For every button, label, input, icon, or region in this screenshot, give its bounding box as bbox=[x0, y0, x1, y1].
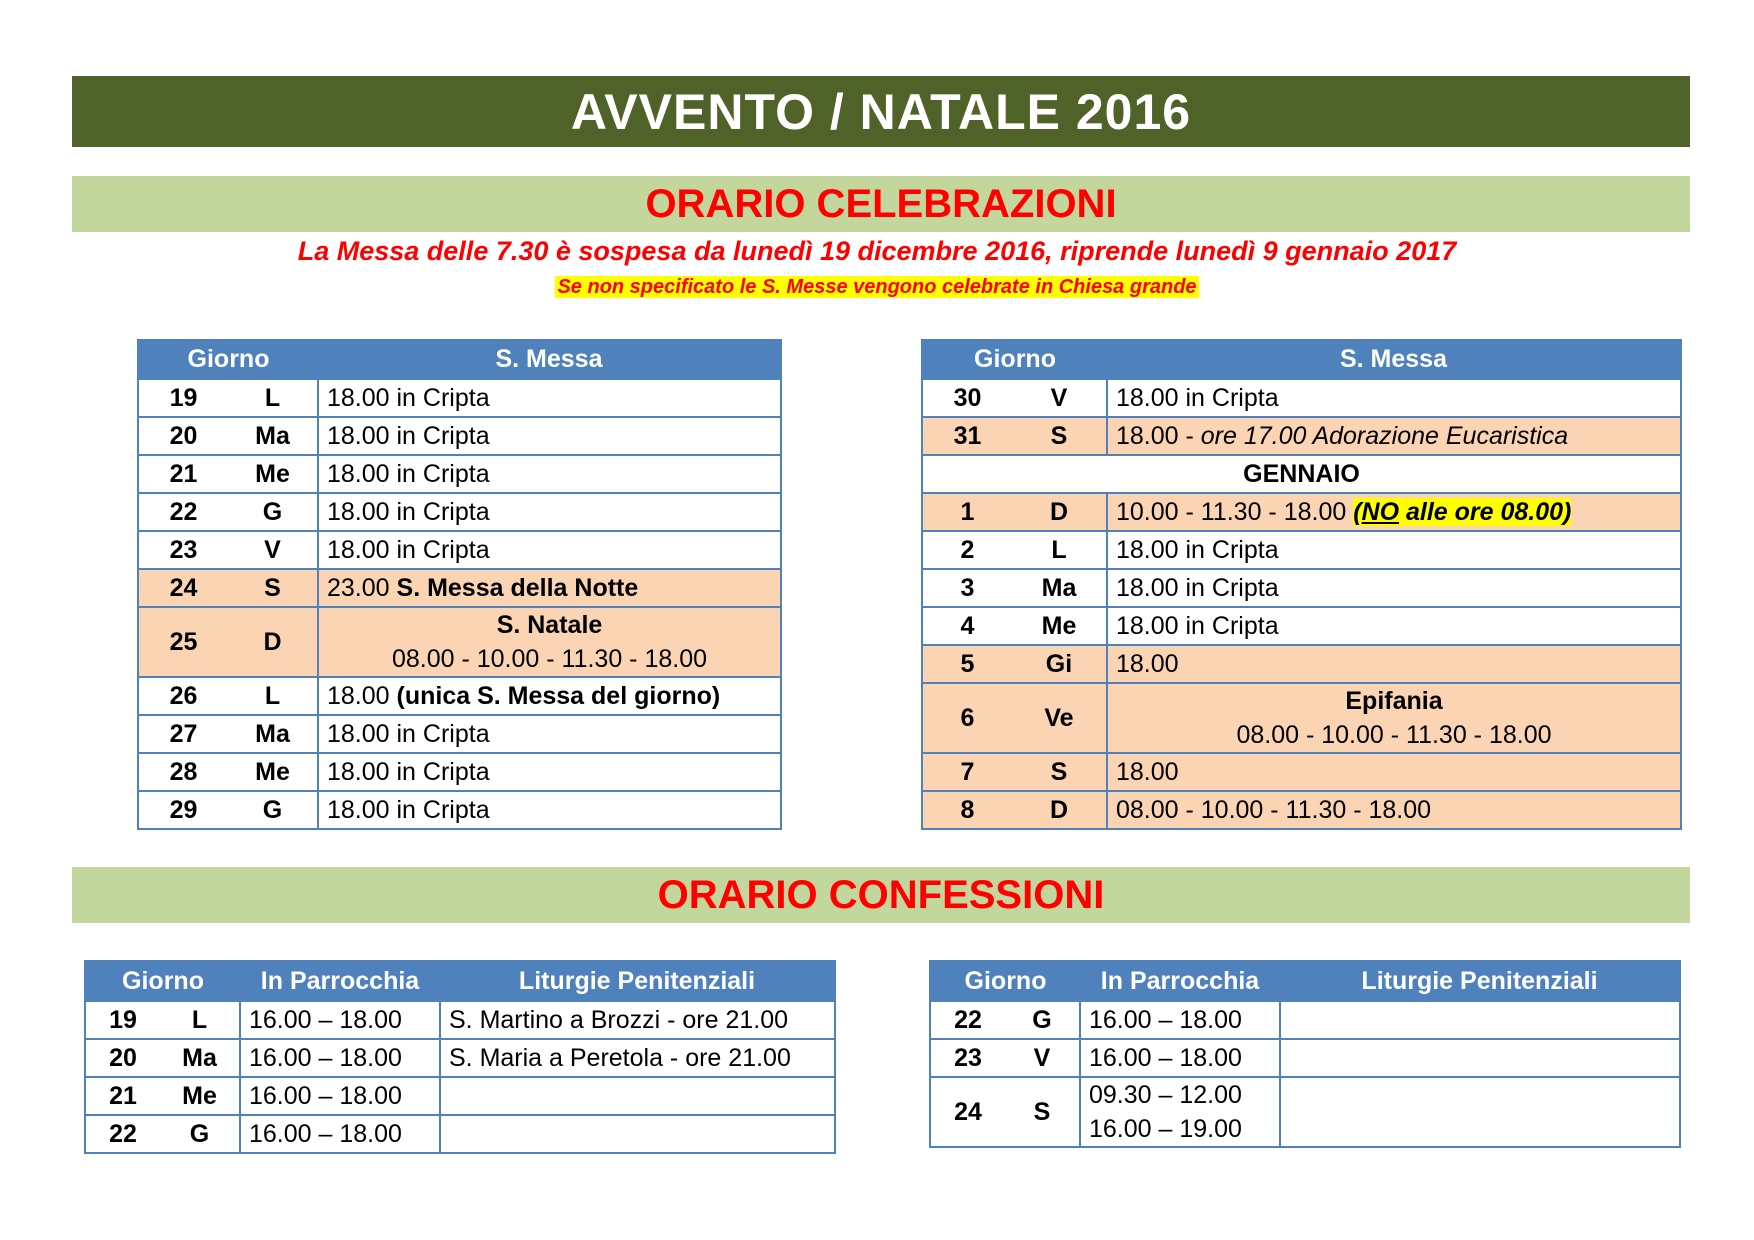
day-number: 22 bbox=[138, 493, 228, 531]
table-row bbox=[85, 1115, 835, 1153]
header-day: Giorno bbox=[138, 340, 318, 379]
day-of-week: G bbox=[160, 1115, 240, 1153]
day-number: 20 bbox=[85, 1039, 160, 1077]
day-number: 24 bbox=[930, 1077, 1005, 1147]
day-of-week: Me bbox=[160, 1077, 240, 1115]
day-of-week: Gi bbox=[1012, 645, 1107, 683]
day-of-week: L bbox=[160, 1001, 240, 1039]
mass-time: 18.00 bbox=[1107, 645, 1681, 683]
warning-no: NO bbox=[1361, 498, 1400, 526]
day-of-week: D bbox=[1012, 493, 1107, 531]
table-header-row bbox=[922, 340, 1681, 379]
day-of-week: S bbox=[1012, 417, 1107, 455]
mass-time: 18.00 in Cripta bbox=[1107, 379, 1681, 417]
header-day: Giorno bbox=[922, 340, 1107, 379]
table-row bbox=[85, 1001, 835, 1039]
month-label: GENNAIO bbox=[922, 455, 1681, 493]
table-row bbox=[138, 715, 781, 753]
feast-title: Epifania bbox=[1345, 687, 1443, 715]
day-number: 20 bbox=[138, 417, 228, 455]
day-number: 25 bbox=[138, 607, 228, 677]
day-of-week: Ve bbox=[1012, 683, 1107, 753]
mass-time: 18.00 - bbox=[1116, 422, 1201, 450]
liturgy-text: S. Maria a Peretola - ore 21.00 bbox=[440, 1039, 835, 1077]
feast-cell bbox=[1107, 683, 1681, 753]
celebrations-heading: ORARIO CELEBRAZIONI bbox=[72, 176, 1690, 232]
day-of-week: S bbox=[228, 569, 318, 607]
liturgy-text bbox=[1280, 1039, 1680, 1077]
page-title: AVVENTO / NATALE 2016 bbox=[72, 76, 1690, 147]
day-of-week: V bbox=[228, 531, 318, 569]
mass-time: 23.00 bbox=[327, 574, 390, 602]
liturgy-text bbox=[440, 1077, 835, 1115]
mass-note: (unica S. Messa del giorno) bbox=[396, 682, 721, 710]
mass-time: 18.00 in Cripta bbox=[318, 715, 781, 753]
day-number: 29 bbox=[138, 791, 228, 829]
mass-time: 18.00 in Cripta bbox=[318, 455, 781, 493]
table-row-highlighted bbox=[138, 569, 781, 607]
day-of-week: Ma bbox=[160, 1039, 240, 1077]
confessions-table-right bbox=[929, 960, 1681, 1148]
header-mass: S. Messa bbox=[318, 340, 781, 379]
table-row-highlighted bbox=[922, 417, 1681, 455]
parish-time-cell bbox=[1080, 1077, 1280, 1147]
mass-time: 18.00 in Cripta bbox=[318, 493, 781, 531]
mass-time-cell bbox=[1107, 493, 1681, 531]
parish-time: 16.00 – 18.00 bbox=[1080, 1039, 1280, 1077]
day-number: 31 bbox=[922, 417, 1012, 455]
table-row-highlighted bbox=[922, 683, 1681, 753]
mass-time: 18.00 in Cripta bbox=[318, 417, 781, 455]
mass-note: ore 17.00 Adorazione Eucaristica bbox=[1200, 422, 1569, 450]
table-row bbox=[922, 569, 1681, 607]
parish-time: 16.00 – 18.00 bbox=[240, 1039, 440, 1077]
header-liturgy: Liturgie Penitenziali bbox=[1280, 961, 1680, 1001]
location-note bbox=[0, 276, 1754, 299]
mass-time: 18.00 in Cripta bbox=[1107, 607, 1681, 645]
parish-time: 16.00 – 18.00 bbox=[240, 1077, 440, 1115]
celebrations-table-january bbox=[921, 339, 1682, 830]
parish-time: 16.00 – 18.00 bbox=[240, 1001, 440, 1039]
liturgy-text: S. Martino a Brozzi - ore 21.00 bbox=[440, 1001, 835, 1039]
confessions-heading: ORARIO CONFESSIONI bbox=[72, 867, 1690, 923]
table-row bbox=[922, 607, 1681, 645]
mass-time: 18.00 in Cripta bbox=[318, 753, 781, 791]
mass-time: 18.00 in Cripta bbox=[318, 791, 781, 829]
location-note-text: Se non specificato le S. Messe vengono celebrate in Chiesa grande bbox=[557, 276, 1197, 298]
liturgy-text bbox=[440, 1115, 835, 1153]
day-of-week: G bbox=[228, 791, 318, 829]
table-row bbox=[138, 493, 781, 531]
table-row-highlighted bbox=[922, 645, 1681, 683]
table-row bbox=[922, 379, 1681, 417]
celebrations-table-december bbox=[137, 339, 782, 830]
header-mass: S. Messa bbox=[1107, 340, 1681, 379]
suspension-notice: La Messa delle 7.30 è sospesa da lunedì 19 dicembre 2016, riprende lunedì 9 gennaio 2017 bbox=[297, 236, 1457, 266]
table-row bbox=[138, 531, 781, 569]
confessions-table-left bbox=[84, 960, 836, 1154]
table-header-row bbox=[138, 340, 781, 379]
day-number: 27 bbox=[138, 715, 228, 753]
feast-title: S. Natale bbox=[496, 611, 603, 639]
day-of-week: Me bbox=[228, 455, 318, 493]
table-row bbox=[85, 1077, 835, 1115]
day-number: 8 bbox=[922, 791, 1012, 829]
header-parish: In Parrocchia bbox=[1080, 961, 1280, 1001]
mass-time: 18.00 bbox=[1107, 753, 1681, 791]
table-header-row bbox=[930, 961, 1680, 1001]
day-of-week: V bbox=[1005, 1039, 1080, 1077]
mass-time: 18.00 in Cripta bbox=[318, 379, 781, 417]
table-row bbox=[138, 677, 781, 715]
mass-time-cell bbox=[318, 677, 781, 715]
day-number: 28 bbox=[138, 753, 228, 791]
table-row bbox=[922, 531, 1681, 569]
day-of-week: Me bbox=[228, 753, 318, 791]
header-day: Giorno bbox=[85, 961, 240, 1001]
mass-time: 18.00 in Cripta bbox=[1107, 569, 1681, 607]
parish-time: 16.00 – 18.00 bbox=[1080, 1001, 1280, 1039]
day-number: 3 bbox=[922, 569, 1012, 607]
day-of-week: Ma bbox=[1012, 569, 1107, 607]
day-number: 19 bbox=[85, 1001, 160, 1039]
day-of-week: D bbox=[228, 607, 318, 677]
warning-open: ( bbox=[1353, 498, 1362, 526]
table-row bbox=[138, 379, 781, 417]
mass-time: 18.00 in Cripta bbox=[1107, 531, 1681, 569]
month-separator-row bbox=[922, 455, 1681, 493]
day-number: 21 bbox=[85, 1077, 160, 1115]
day-of-week: S bbox=[1012, 753, 1107, 791]
table-row bbox=[138, 753, 781, 791]
day-of-week: S bbox=[1005, 1077, 1080, 1147]
table-header-row bbox=[85, 961, 835, 1001]
table-row bbox=[138, 791, 781, 829]
day-number: 19 bbox=[138, 379, 228, 417]
day-number: 22 bbox=[930, 1001, 1005, 1039]
day-of-week: D bbox=[1012, 791, 1107, 829]
mass-time-cell bbox=[318, 569, 781, 607]
day-number: 2 bbox=[922, 531, 1012, 569]
table-row bbox=[138, 417, 781, 455]
day-of-week: V bbox=[1012, 379, 1107, 417]
day-number: 26 bbox=[138, 677, 228, 715]
table-row-highlighted bbox=[922, 493, 1681, 531]
day-of-week: G bbox=[228, 493, 318, 531]
table-row bbox=[85, 1039, 835, 1077]
day-number: 22 bbox=[85, 1115, 160, 1153]
parish-time: 16.00 – 18.00 bbox=[240, 1115, 440, 1153]
day-number: 23 bbox=[138, 531, 228, 569]
table-row-highlighted bbox=[922, 791, 1681, 829]
table-row bbox=[930, 1077, 1680, 1147]
day-number: 6 bbox=[922, 683, 1012, 753]
day-of-week: L bbox=[1012, 531, 1107, 569]
table-row bbox=[930, 1001, 1680, 1039]
liturgy-text bbox=[1280, 1001, 1680, 1039]
mass-time: 18.00 bbox=[327, 682, 390, 710]
day-number: 23 bbox=[930, 1039, 1005, 1077]
mass-time: 18.00 in Cripta bbox=[318, 531, 781, 569]
feast-times: 08.00 - 10.00 - 11.30 - 18.00 bbox=[1236, 721, 1552, 749]
mass-time-cell bbox=[1107, 417, 1681, 455]
header-parish: In Parrocchia bbox=[240, 961, 440, 1001]
header-day: Giorno bbox=[930, 961, 1080, 1001]
day-number: 7 bbox=[922, 753, 1012, 791]
warning-highlight bbox=[1353, 498, 1571, 526]
day-of-week: L bbox=[228, 379, 318, 417]
mass-time: 10.00 - 11.30 - 18.00 bbox=[1116, 498, 1354, 526]
table-row-highlighted bbox=[922, 753, 1681, 791]
parish-time-second: 16.00 – 19.00 bbox=[1089, 1115, 1242, 1143]
feast-cell bbox=[318, 607, 781, 677]
day-of-week: L bbox=[228, 677, 318, 715]
feast-times: 08.00 - 10.00 - 11.30 - 18.00 bbox=[391, 645, 708, 673]
day-number: 21 bbox=[138, 455, 228, 493]
day-of-week: G bbox=[1005, 1001, 1080, 1039]
day-of-week: Ma bbox=[228, 715, 318, 753]
day-number: 5 bbox=[922, 645, 1012, 683]
day-of-week: Ma bbox=[228, 417, 318, 455]
day-number: 24 bbox=[138, 569, 228, 607]
table-row bbox=[930, 1039, 1680, 1077]
day-number: 30 bbox=[922, 379, 1012, 417]
liturgy-text bbox=[1280, 1077, 1680, 1147]
day-of-week: Me bbox=[1012, 607, 1107, 645]
table-row-highlighted bbox=[138, 607, 781, 677]
mass-note: S. Messa della Notte bbox=[396, 574, 639, 602]
header-liturgy: Liturgie Penitenziali bbox=[440, 961, 835, 1001]
day-number: 1 bbox=[922, 493, 1012, 531]
warning-rest: alle ore 08.00) bbox=[1399, 498, 1572, 526]
day-number: 4 bbox=[922, 607, 1012, 645]
table-row bbox=[138, 455, 781, 493]
parish-time: 09.30 – 12.00 bbox=[1089, 1081, 1242, 1109]
mass-time: 08.00 - 10.00 - 11.30 - 18.00 bbox=[1107, 791, 1681, 829]
